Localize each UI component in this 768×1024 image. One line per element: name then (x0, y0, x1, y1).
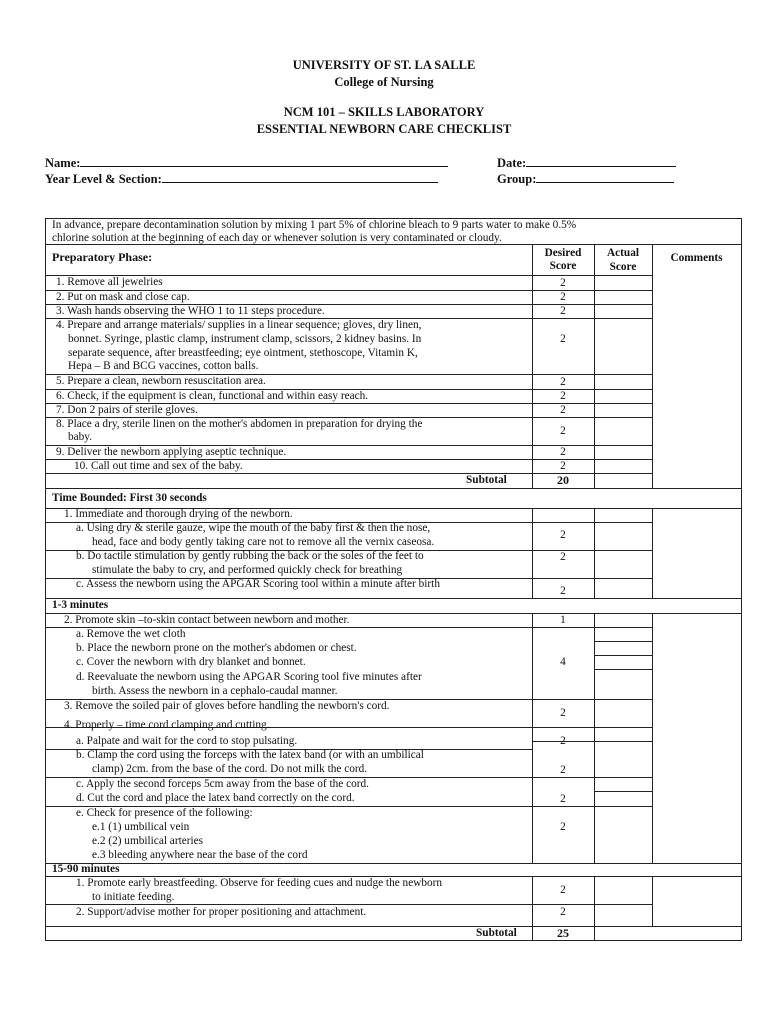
name-label: Name: (45, 156, 81, 170)
desired-score: 2 (560, 390, 566, 402)
desired-score: 2 (560, 585, 566, 597)
subtotal-label: Subtotal (466, 474, 507, 486)
desired-score: 2 (560, 884, 566, 896)
list-item-cont: separate sequence, after breastfeeding; eye ointment, stethoscope, Vitamin K, (68, 347, 418, 359)
desired-score: 2 (560, 376, 566, 388)
desired-score: 2 (560, 821, 566, 833)
list-item: 1. Remove all jewelries (56, 276, 163, 288)
name-field (45, 155, 448, 171)
list-item-cont: bonnet. Syringe, plastic clamp, instrument clamp, scissors, 2 kidney basins. In (68, 333, 422, 345)
list-item: 9. Deliver the newborn applying aseptic technique. (56, 446, 287, 458)
year-level-field (45, 171, 438, 187)
list-item: a. Using dry & sterile gauze, wipe the mouth of the baby first & then the nose, (76, 522, 431, 534)
list-item: 2. Promote skin –to-skin contact between newborn and mother. (64, 614, 350, 626)
date-line[interactable] (526, 155, 676, 167)
subtotal-score: 25 (557, 926, 569, 940)
time-bounded-heading: Time Bounded: First 30 seconds (52, 492, 207, 504)
intro-line-1: In advance, prepare decontamination solution by mixing 1 part 5% of chlorine bleach to 9 parts water to make 0.5% (52, 219, 577, 231)
list-item: c. Assess the newborn using the APGAR Scoring tool within a minute after birth (76, 578, 440, 590)
group-line[interactable] (536, 171, 674, 183)
list-item-cont: birth. Assess the newborn in a cephalo-caudal manner. (92, 685, 338, 697)
desired-score: 2 (560, 277, 566, 289)
list-item-cont: e.2 (2) umbilical arteries (92, 835, 204, 847)
list-item: 7. Don 2 pairs of sterile gloves. (56, 404, 198, 416)
list-item: c. Apply the second forceps 5cm away from the base of the cord. (76, 778, 369, 790)
list-item: b. Clamp the cord using the forceps with the latex band (or with an umbilical (76, 749, 424, 761)
list-item: a. Palpate and wait for the cord to stop pulsating. (76, 735, 298, 747)
desired-score: 2 (560, 551, 566, 563)
list-item: 4. Properly – time cord clamping and cutting. (64, 719, 270, 731)
list-item: d. Reevaluate the newborn using the APGAR Scoring tool five minutes after (76, 671, 422, 683)
desired-score: 2 (560, 460, 566, 472)
desired-score: 2 (560, 764, 566, 776)
university-name: UNIVERSITY OF ST. LA SALLE (292, 58, 476, 72)
list-item: 3. Wash hands observing the WHO 1 to 11 steps procedure. (56, 305, 325, 317)
list-item-cont: baby. (68, 431, 93, 443)
comments-header: Comments (670, 252, 723, 264)
desired-score: 2 (560, 707, 566, 719)
list-item: 10. Call out time and sex of the baby. (74, 460, 243, 472)
desired-score: 2 (560, 404, 566, 416)
checklist-table (45, 218, 742, 941)
one-three-minutes-heading: 1-3 minutes (52, 599, 109, 611)
desired-score: 2 (560, 425, 566, 437)
list-item-cont: e.3 bleeding anywhere near the base of the cord (92, 849, 308, 861)
list-item: 2. Put on mask and close cap. (56, 291, 190, 303)
desired-score: 2 (560, 735, 566, 747)
desired-score: 2 (560, 793, 566, 805)
list-item-cont: head, face and body gently taking care not to remove all the vernix caseosa. (92, 536, 435, 548)
list-item-cont: to initiate feeding. (92, 891, 175, 903)
desired-score: 2 (560, 333, 566, 345)
name-line[interactable] (80, 155, 448, 167)
desired-score: 2 (560, 446, 566, 458)
list-item: 4. Prepare and arrange materials/ supplies in a linear sequence; gloves, dry linen, (56, 319, 422, 331)
date-field (497, 155, 676, 171)
list-item: 5. Prepare a clean, newborn resuscitation area. (56, 375, 266, 387)
checklist-title: ESSENTIAL NEWBORN CARE CHECKLIST (256, 122, 512, 136)
year-level-line[interactable] (162, 171, 438, 183)
desired-score: 2 (560, 305, 566, 317)
list-item-cont: e.1 (1) umbilical vein (92, 821, 190, 833)
preparatory-phase-heading: Preparatory Phase: (52, 250, 153, 264)
list-item: e. Check for presence of the following: (76, 807, 253, 819)
list-item: b. Do tactile stimulation by gently rubbing the back or the soles of the feet to (76, 550, 424, 562)
actual-score-header: Actual Score (606, 247, 639, 273)
course-title: NCM 101 – SKILLS LABORATORY (283, 105, 485, 119)
intro-line-2: chlorine solution at the beginning of each day or whenever solution is very contaminated or cloudy. (52, 232, 502, 244)
fifteen-ninety-minutes-heading: 15-90 minutes (52, 863, 120, 875)
list-item-cont: clamp) 2cm. from the base of the cord. Do not milk the cord. (92, 763, 368, 775)
desired-score: 2 (560, 906, 566, 918)
desired-score: 2 (560, 291, 566, 303)
subtotal-score: 20 (557, 473, 569, 487)
list-item: 8. Place a dry, sterile linen on the mother's abdomen in preparation for drying the (56, 418, 423, 430)
list-item-cont: Hepa – B and BCG vaccines, cotton balls. (68, 360, 259, 372)
list-item: 6. Check, if the equipment is clean, functional and within easy reach. (56, 390, 369, 402)
list-item: a. Remove the wet cloth (76, 628, 186, 640)
group-field (497, 171, 674, 187)
year-level-label: Year Level & Section: (45, 172, 162, 186)
list-item: c. Cover the newborn with dry blanket and bonnet. (76, 656, 306, 668)
subtotal-label: Subtotal (476, 927, 517, 939)
group-label: Group: (497, 172, 537, 186)
list-item: b. Place the newborn prone on the mother's abdomen or chest. (76, 642, 357, 654)
desired-score: 1 (560, 614, 566, 626)
desired-score: 4 (560, 656, 566, 668)
list-item: d. Cut the cord and place the latex band correctly on the cord. (76, 792, 355, 804)
list-item: 3. Remove the soiled pair of gloves before handling the newborn's cord. (64, 700, 390, 712)
list-item: 1. Immediate and thorough drying of the newborn. (64, 508, 293, 520)
list-item: 1. Promote early breastfeeding. Observe for feeding cues and nudge the newborn (76, 877, 443, 889)
list-item: 2. Support/advise mother for proper positioning and attachment. (76, 906, 367, 918)
college-name: College of Nursing (334, 75, 434, 89)
date-label: Date: (497, 156, 527, 170)
list-item-cont: stimulate the baby to cry, and performed quickly check for breathing (92, 564, 403, 576)
desired-score-header: Desired Score (544, 247, 582, 272)
desired-score: 2 (560, 529, 566, 541)
